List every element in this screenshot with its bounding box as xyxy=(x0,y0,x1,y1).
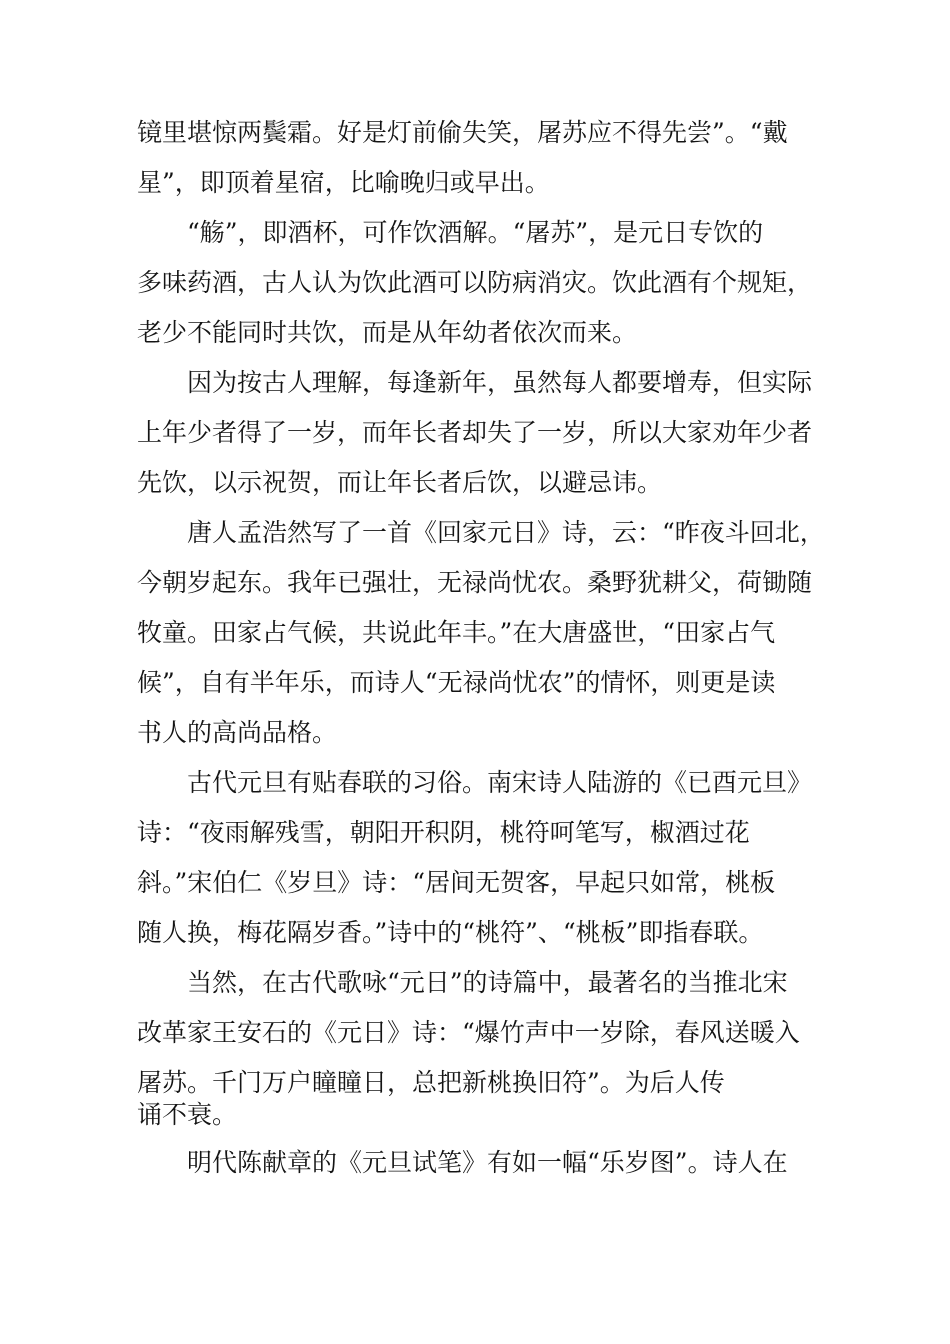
text-line-17: 随人换，梅花隔岁香。”诗中的“桃符”、“桃板”即指春联。 xyxy=(137,918,764,947)
text-line-4: 多味药酒，古人认为饮此酒可以防病消灾。饮此酒有个规矩， xyxy=(137,268,813,297)
text-line-8: 先饮，以示祝贺，而让年长者后饮，以避忌讳。 xyxy=(137,468,663,497)
text-line-19: 改革家王安石的《元日》诗：“爆竹声中一岁除，春风送暖入 xyxy=(137,1018,800,1047)
text-line-3: “觞”，即酒杯，可作饮酒解。“屠苏”，是元日专饮的 xyxy=(187,218,764,247)
text-line-21: 诵不衰。 xyxy=(137,1100,238,1129)
text-line-7: 上年少者得了一岁，而年长者却失了一岁，所以大家劝年少者 xyxy=(137,418,813,447)
text-line-22: 明代陈献章的《元旦试笔》有如一幅“乐岁图”。诗人在 xyxy=(187,1148,788,1177)
text-line-13: 书人的高尚品格。 xyxy=(137,718,338,747)
text-line-6: 因为按古人理解，每逢新年，虽然每人都要增寿，但实际 xyxy=(187,368,813,397)
text-line-5: 老少不能同时共饮，而是从年幼者依次而来。 xyxy=(137,318,638,347)
text-line-2: 星”，即顶着星宿，比喻晚归或早出。 xyxy=(137,168,550,197)
text-line-18: 当然，在古代歌咏“元日”的诗篇中，最著名的当推北宋 xyxy=(187,968,788,997)
text-line-12: 候”，自有半年乐，而诗人“无禄尚忧农”的情怀，则更是读 xyxy=(137,668,776,697)
text-line-14: 古代元旦有贴春联的习俗。南宋诗人陆游的《已酉元旦》 xyxy=(187,768,813,797)
text-line-20: 屠苏。千门万户瞳瞳日，总把新桃换旧符”。为后人传 xyxy=(137,1068,725,1097)
text-line-1: 镜里堪惊两鬓霜。好是灯前偷失笑，屠苏应不得先尝”。“戴 xyxy=(137,118,788,147)
text-line-16: 斜。”宋伯仁《岁旦》诗：“居间无贺客，早起只如常，桃板 xyxy=(137,868,776,897)
text-line-10: 今朝岁起东。我年已强壮，无禄尚忧农。桑野犹耕父，荷锄随 xyxy=(137,568,813,597)
text-line-9: 唐人孟浩然写了一首《回家元日》诗，云：“昨夜斗回北， xyxy=(187,518,825,547)
text-line-11: 牧童。田家占气候，共说此年丰。”在大唐盛世，“田家占气 xyxy=(137,618,776,647)
text-line-15: 诗：“夜雨解残雪，朝阳开积阴，桃符呵笔写，椒酒过花 xyxy=(137,818,750,847)
